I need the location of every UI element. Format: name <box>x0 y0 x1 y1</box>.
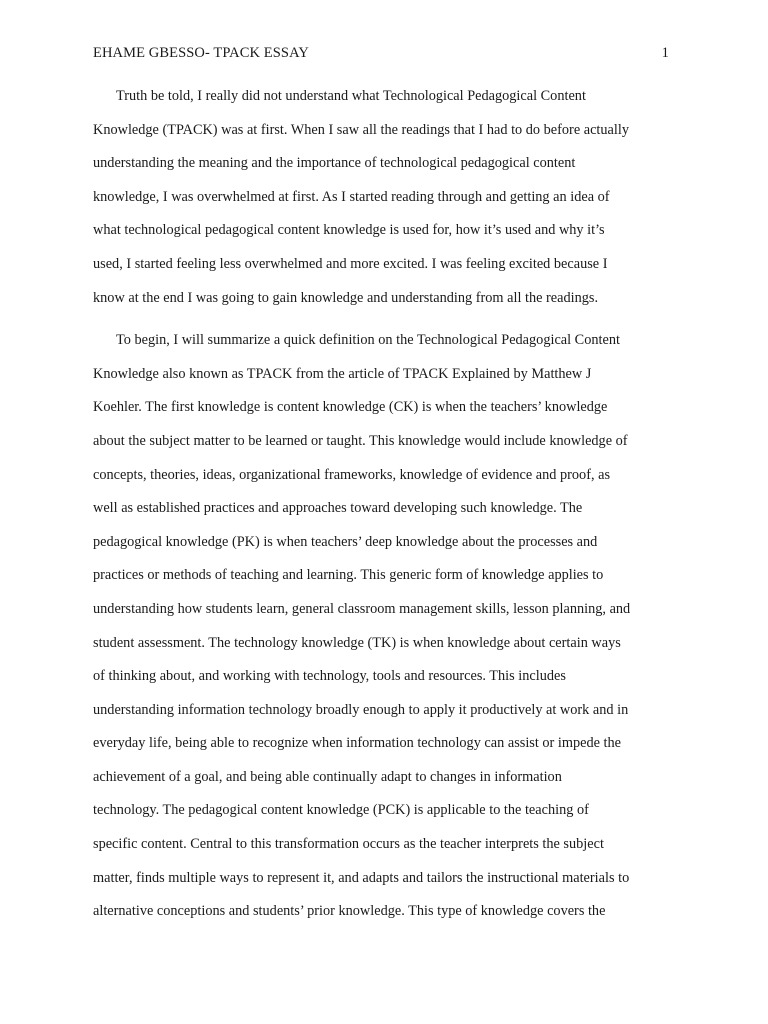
text-line: practices or methods of teaching and learning. This generic form of knowledge applies to <box>93 567 604 584</box>
text-line: what technological pedagogical content knowledge is used for, how it’s used and why it’s <box>93 222 605 239</box>
text-line: pedagogical knowledge (PK) is when teachers’ deep knowledge about the processes and <box>93 533 598 550</box>
text-line: technology. The pedagogical content knowledge (PCK) is applicable to the teaching of <box>93 802 589 819</box>
text-line: Knowledge also known as TPACK from the article of TPACK Explained by Matthew J <box>93 365 592 382</box>
text-line: Knowledge (TPACK) was at first. When I saw all the readings that I had to do before actually <box>93 121 629 138</box>
text-line: student assessment. The technology knowledge (TK) is when knowledge about certain ways <box>93 634 621 651</box>
essay-body <box>93 80 683 929</box>
text-line: of thinking about, and working with technology, tools and resources. This includes <box>93 668 566 685</box>
text-line: knowledge, I was overwhelmed at first. As I started reading through and getting an idea of <box>93 188 610 205</box>
text-line: understanding how students learn, general classroom management skills, lesson planning, and <box>93 600 631 617</box>
page-number: 1 <box>661 45 669 61</box>
text-line: used, I started feeling less overwhelmed and more excited. I was feeling excited because I <box>93 255 608 272</box>
paragraph-definitions <box>93 324 683 929</box>
text-line: specific content. Central to this transformation occurs as the teacher interprets the subject <box>93 836 604 853</box>
text-line: everyday life, being able to recognize when information technology can assist or impede the <box>93 735 622 752</box>
text-line: understanding information technology broadly enough to apply it productively at work and in <box>93 701 629 718</box>
paragraph-gap <box>93 315 683 324</box>
text-line: achievement of a goal, and being able continually adapt to changes in information <box>93 768 562 785</box>
text-line: alternative conceptions and students’ prior knowledge. This type of knowledge covers the <box>93 903 606 920</box>
text-line: matter, finds multiple ways to represent it, and adapts and tailors the instructional materials to <box>93 869 630 886</box>
running-head <box>93 42 669 64</box>
text-line: concepts, theories, ideas, organizational frameworks, knowledge of evidence and proof, as <box>93 466 611 483</box>
text-line: Koehler. The first knowledge is content knowledge (CK) is when the teachers’ knowledge <box>93 399 608 416</box>
text-line: know at the end I was going to gain knowledge and understanding from all the readings. <box>93 289 599 306</box>
text-line: well as established practices and approaches toward developing such knowledge. The <box>93 500 583 517</box>
text-line: about the subject matter to be learned or taught. This knowledge would include knowledge of <box>93 432 628 449</box>
text-line: Truth be told, I really did not understand what Technological Pedagogical Content <box>116 88 586 104</box>
paragraph-intro <box>93 80 683 315</box>
text-line: understanding the meaning and the importance of technological pedagogical content <box>93 155 576 172</box>
running-head-title: EHAME GBESSO- TPACK ESSAY <box>93 45 309 61</box>
text-line: To begin, I will summarize a quick definition on the Technological Pedagogical Content <box>116 332 620 349</box>
